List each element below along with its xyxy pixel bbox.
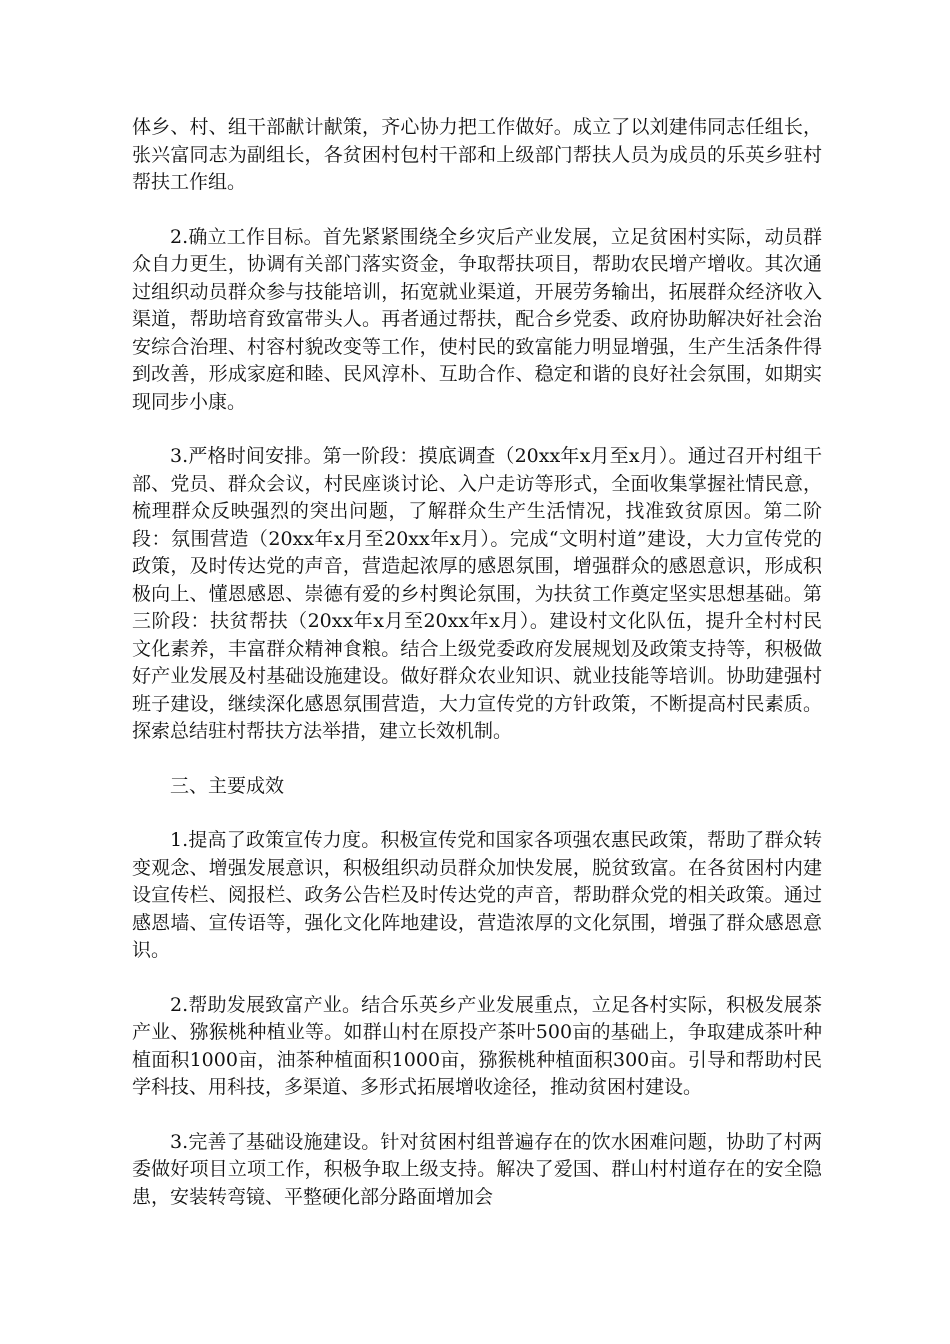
paragraph-work-goals: 2.确立工作目标。首先紧紧围绕全乡灾后产业发展，立足贫困村实际，动员群众自力更生，协调有关部门落实资金，争取帮扶项目，帮助农民增产增收。其次通过组织动员群众参与技能培训，拓宽就业渠道，开展劳务输出，拓展群众经济收入渠道，帮助培育致富带头人。再者通过帮扶，配合乡党委、政府协助解决好社会治安综合治理、村容村貌改变等工作，使村民的致富能力明显增强，生产生活条件得到改善，形成家庭和睦、民风淳朴、互助合作、稳定和谐的良好社会氛围，如期实现同步小康。 xyxy=(132,225,822,413)
document-body xyxy=(132,114,822,1238)
section-heading-main-results: 三、主要成效 xyxy=(170,774,285,797)
paragraph-industry-development: 2.帮助发展致富产业。结合乐英乡产业发展重点，立足各村实际，积极发展茶产业、猕猴桃种植业等。如群山村在原投产茶叶500亩的基础上，争取建成茶叶种植面积1000亩，油茶种植面积1000亩，猕猴桃种植面积300亩。引导和帮助村民学科技、用科技，多渠道、多形式拓展增收途径，推动贫困村建设。 xyxy=(132,993,822,1098)
paragraph-infrastructure: 3.完善了基础设施建设。针对贫困村组普遍存在的饮水困难问题，协助了村两委做好项目立项工作，积极争取上级支持。解决了爱国、群山村村道存在的安全隐患，安装转弯镜、平整硬化部分路面增加会 xyxy=(132,1130,822,1208)
paragraph-time-schedule: 3.严格时间安排。第一阶段：摸底调查（20xx年x月至x月）。通过召开村组干部、党员、群众会议，村民座谈讨论、入户走访等形式，全面收集掌握社情民意，梳理群众反映强烈的突出问题，了解群众生产生活情况，找准致贫原因。第二阶段：氛围营造（20xx年x月至20xx年x月）。完成“文明村道”建设，大力宣传党的政策，及时传达党的声音，营造起浓厚的感恩氛围，增强群众的感恩意识，形成积极向上、懂恩感恩、崇德有爱的乡村舆论氛围，为扶贫工作奠定坚实思想基础。第三阶段：扶贫帮扶（20xx年x月至20xx年x月）。建设村文化队伍，提升全村村民文化素养，丰富群众精神食粮。结合上级党委政府发展规划及政策支持等，积极做好产业发展及村基础设施建设。做好群众农业知识、就业技能等培训。协助建强村班子建设，继续深化感恩氛围营造，大力宣传党的方针政策，不断提高村民素质。探索总结驻村帮扶方法举措，建立长效机制。 xyxy=(132,445,822,742)
paragraph-policy-publicity: 1.提高了政策宣传力度。积极宣传党和国家各项强农惠民政策，帮助了群众转变观念、增强发展意识，积极组织动员群众加快发展，脱贫致富。在各贫困村内建设宣传栏、阅报栏、政务公告栏及时传达党的声音，帮助群众党的相关政策。通过感恩墙、宣传语等，强化文化阵地建设，营造浓厚的文化氛围，增强了群众感恩意识。 xyxy=(132,829,822,961)
paragraph-work-group: 体乡、村、组干部献计献策，齐心协力把工作做好。成立了以刘建伟同志任组长，张兴富同志为副组长，各贫困村包村干部和上级部门帮扶人员为成员的乐英乡驻村帮扶工作组。 xyxy=(132,116,822,193)
